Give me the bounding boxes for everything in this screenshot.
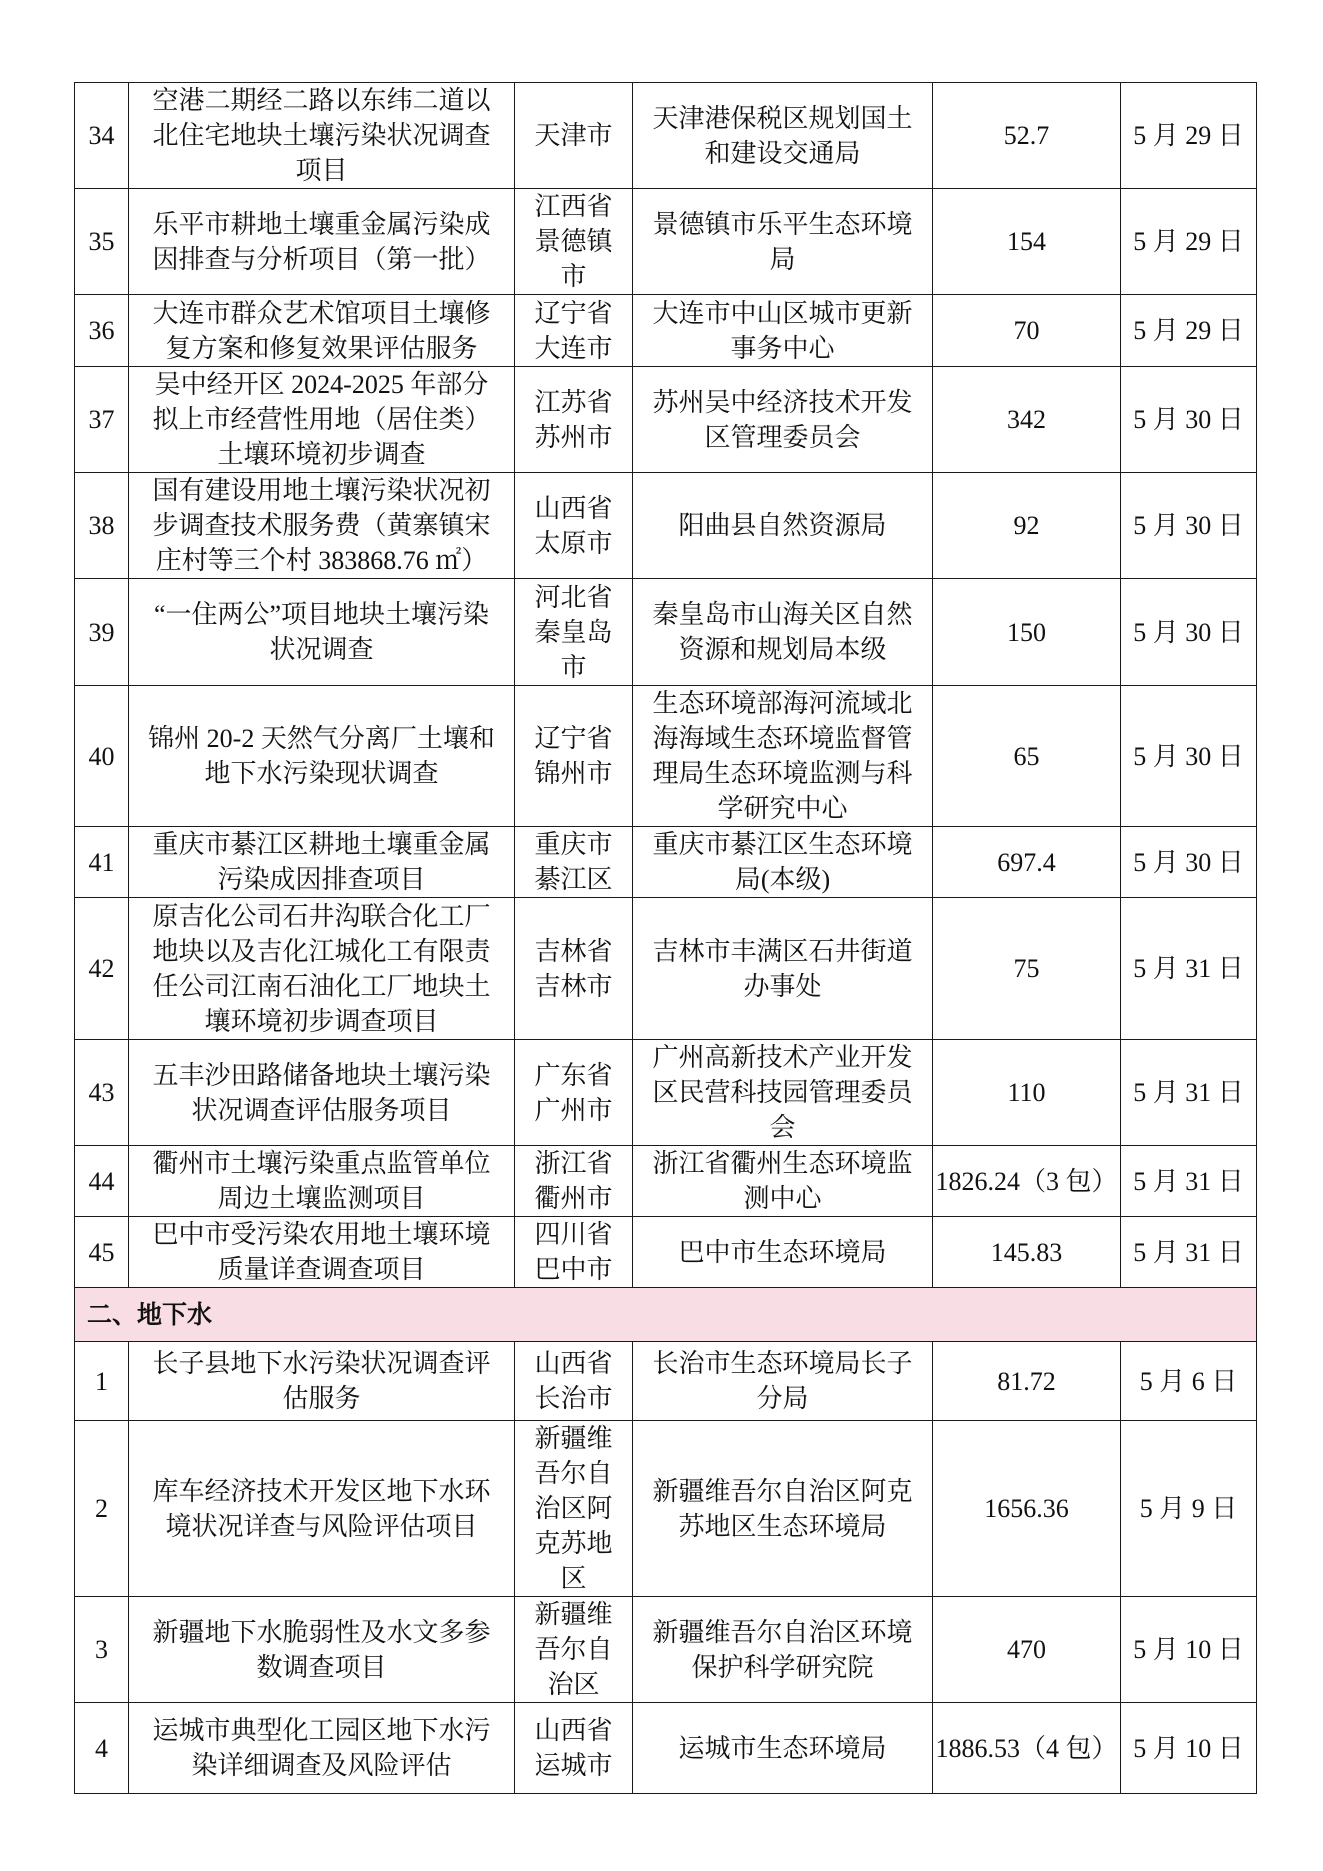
cell-amount [933, 898, 1121, 1040]
text-line: 65 [1013, 741, 1040, 771]
cell-project-name [129, 1597, 515, 1703]
text-line: 1 [95, 1366, 108, 1396]
text-line: 浙江省衢州生态环境监 [652, 1149, 913, 1178]
text-line: 470 [1007, 1635, 1046, 1664]
text-line: 大连市中山区城市更新 [652, 298, 913, 328]
cell-project-name [129, 295, 515, 367]
text-line: 长治市生态环境局长子 [652, 1349, 913, 1378]
cell-no [75, 827, 129, 898]
text-line: 巴中市受污染农用地土壤环境 [152, 1220, 491, 1249]
text-line: 新疆维吾尔自治区环境 [652, 1617, 913, 1647]
cell-amount [933, 827, 1121, 898]
cell-unit [633, 473, 933, 579]
cell-unit [633, 1146, 933, 1217]
text-line: 长子县地下水污染状况调查评 [152, 1349, 491, 1378]
cell-region [515, 579, 633, 686]
project-table [74, 82, 1257, 1794]
text-line: 1886.53（4 包） [935, 1733, 1118, 1763]
text-line: 市 [560, 262, 587, 291]
text-line: 项目 [295, 156, 348, 185]
text-line: 辽宁省 [534, 298, 613, 328]
text-line: 山西省 [534, 1349, 613, 1378]
text-line: 辽宁省 [534, 724, 613, 753]
cell-amount [933, 579, 1121, 686]
text-line: 保护科学研究院 [691, 1652, 874, 1682]
text-line: 任公司江南石油化工厂地块土 [152, 971, 491, 1001]
cell-no [75, 1217, 129, 1288]
text-line: 新疆维 [534, 1424, 613, 1453]
text-line: 质量详查调查项目 [217, 1255, 426, 1284]
text-line: 北住宅地块土壤污染状况调查 [152, 121, 491, 150]
text-line: 75 [1013, 954, 1040, 983]
text-line: 39 [88, 617, 115, 647]
table-row [75, 1146, 1257, 1217]
cell-region [515, 1597, 633, 1703]
text-line: 新疆维吾尔自治区阿克 [652, 1476, 913, 1506]
text-line: 3 [95, 1635, 108, 1664]
cell-date [1121, 1146, 1257, 1217]
cell-project-name [129, 83, 515, 189]
cell-date [1121, 827, 1257, 898]
text-line: 5 月 10 日 [1133, 1635, 1244, 1664]
cell-date [1121, 83, 1257, 189]
cell-project-name [129, 1342, 515, 1421]
cell-region [515, 189, 633, 295]
text-line: 5 月 9 日 [1139, 1494, 1238, 1523]
text-line: 治区 [547, 1670, 600, 1699]
table-row [75, 1597, 1257, 1703]
cell-amount [933, 1421, 1121, 1597]
table-row [75, 827, 1257, 898]
cell-project-name [129, 1146, 515, 1217]
cell-amount [933, 367, 1121, 473]
text-line: 复方案和修复效果评估服务 [165, 333, 478, 363]
text-line: 估服务 [282, 1384, 361, 1413]
text-line: 41 [88, 847, 115, 877]
text-line: 5 月 31 日 [1133, 1166, 1244, 1196]
cell-amount [933, 1342, 1121, 1421]
cell-amount [933, 189, 1121, 295]
text-line: 土壤环境初步调查 [217, 440, 426, 469]
cell-unit [633, 83, 933, 189]
cell-amount [933, 295, 1121, 367]
text-line: 5 月 30 日 [1133, 617, 1244, 647]
text-line: 苏地区生态环境局 [678, 1511, 887, 1541]
text-line: 事务中心 [730, 333, 835, 363]
text-line: 学研究中心 [717, 794, 848, 823]
cell-unit [633, 1342, 933, 1421]
section-title: 二、地下水 [75, 1288, 1257, 1342]
cell-project-name [129, 686, 515, 827]
text-line: 四川省 [534, 1220, 613, 1249]
cell-no [75, 1146, 129, 1217]
text-line: 和建设交通局 [704, 138, 861, 168]
cell-no [75, 1597, 129, 1703]
cell-project-name [129, 367, 515, 473]
cell-unit [633, 1217, 933, 1288]
cell-date [1121, 1703, 1257, 1794]
text-line: 壤环境初步调查项目 [204, 1006, 439, 1036]
text-line: 山西省 [534, 1716, 613, 1745]
text-line: 5 月 30 日 [1133, 741, 1244, 771]
text-line: 分局 [756, 1384, 809, 1413]
cell-region [515, 83, 633, 189]
cell-region [515, 898, 633, 1040]
text-line: 河北省 [534, 582, 613, 612]
cell-date [1121, 1342, 1257, 1421]
text-line: 办事处 [743, 971, 822, 1001]
text-line: 状况调查 [269, 635, 374, 664]
table-row [75, 686, 1257, 827]
text-line: 5 月 30 日 [1133, 847, 1244, 877]
text-line: 长治市 [534, 1384, 613, 1413]
cell-no [75, 1703, 129, 1794]
text-line: 52.7 [1003, 121, 1050, 150]
text-line: 1656.36 [984, 1494, 1069, 1523]
cell-unit [633, 1703, 933, 1794]
text-line: 拟上市经营性用地（居住类） [152, 405, 491, 434]
text-line: 42 [88, 954, 115, 983]
cell-date [1121, 367, 1257, 473]
text-line: 145.83 [990, 1237, 1063, 1267]
text-line: “一住两公”项目地块土壤污染 [153, 600, 490, 629]
table-row [75, 189, 1257, 295]
text-line: 治区阿 [534, 1494, 613, 1523]
text-line: 新疆维 [534, 1600, 613, 1629]
text-line: 测中心 [743, 1184, 822, 1213]
text-line: 秦皇岛 [534, 617, 613, 647]
table-row [75, 83, 1257, 189]
text-line: 局 [769, 244, 796, 274]
cell-region [515, 1217, 633, 1288]
text-line: 阳曲县自然资源局 [678, 511, 887, 540]
text-line: 37 [88, 405, 115, 434]
text-line: 广东省 [534, 1060, 613, 1090]
text-line: 2 [95, 1494, 108, 1523]
cell-region [515, 1703, 633, 1794]
cell-unit [633, 827, 933, 898]
cell-no [75, 295, 129, 367]
text-line: 会 [769, 1113, 796, 1142]
cell-date [1121, 295, 1257, 367]
text-line: 150 [1007, 617, 1046, 647]
cell-region [515, 367, 633, 473]
cell-region [515, 827, 633, 898]
table-row [75, 367, 1257, 473]
text-line: 衢州市 [534, 1184, 613, 1213]
text-line: 綦江区 [534, 865, 613, 894]
cell-no [75, 579, 129, 686]
cell-region [515, 1342, 633, 1421]
cell-amount [933, 1146, 1121, 1217]
table-row [75, 898, 1257, 1040]
text-line: 地下水污染现状调查 [204, 759, 439, 788]
cell-region [515, 473, 633, 579]
text-line: 克苏地 [534, 1529, 613, 1558]
text-line: 太原市 [534, 528, 613, 558]
text-line: 江苏省 [534, 387, 613, 417]
text-line: 吾尔自 [534, 1635, 613, 1664]
cell-date [1121, 579, 1257, 686]
text-line: 原吉化公司石井沟联合化工厂 [152, 901, 491, 931]
text-line: 43 [88, 1078, 115, 1107]
text-line: 巴中市生态环境局 [678, 1237, 887, 1267]
table-row [75, 295, 1257, 367]
cell-date [1121, 898, 1257, 1040]
text-line: 重庆市 [534, 830, 613, 859]
text-line: 吴中经开区 2024-2025 年部分 [154, 370, 489, 399]
text-line: 国有建设用地土壤污染状况初 [152, 476, 491, 505]
text-line: 锦州市 [534, 759, 613, 788]
cell-project-name [129, 579, 515, 686]
text-line: 衢州市土壤污染重点监管单位 [152, 1149, 491, 1178]
text-line: 局(本级) [734, 865, 831, 894]
cell-date [1121, 189, 1257, 295]
cell-no [75, 898, 129, 1040]
cell-region [515, 1146, 633, 1217]
text-line: 天津市 [534, 121, 613, 150]
text-line: 5 月 31 日 [1133, 1237, 1244, 1267]
section-header-row [75, 1288, 1257, 1342]
cell-unit [633, 367, 933, 473]
text-line: 山西省 [534, 493, 613, 523]
text-line: 5 月 29 日 [1133, 227, 1244, 256]
cell-date [1121, 1217, 1257, 1288]
cell-unit [633, 686, 933, 827]
cell-unit [633, 1421, 933, 1597]
cell-no [75, 367, 129, 473]
table-row [75, 1703, 1257, 1794]
text-line: 吉林市丰满区石井街道 [652, 936, 913, 966]
cell-no [75, 473, 129, 579]
text-line: 海海域生态环境监督管 [652, 724, 913, 753]
cell-no [75, 1421, 129, 1597]
text-line: 庄村等三个村 383868.76 ㎡） [155, 546, 488, 575]
text-line: 理局生态环境监测与科 [652, 759, 913, 788]
cell-date [1121, 1040, 1257, 1146]
cell-unit [633, 295, 933, 367]
cell-date [1121, 1421, 1257, 1597]
text-line: 景德镇 [534, 227, 613, 256]
text-line: 5 月 31 日 [1133, 954, 1244, 983]
text-line: 天津港保税区规划国土 [652, 103, 913, 133]
text-line: 154 [1007, 227, 1046, 256]
text-line: 状况调查评估服务项目 [191, 1095, 452, 1125]
text-line: 36 [88, 316, 115, 345]
text-line: 4 [95, 1733, 108, 1763]
text-line: 境状况详查与风险评估项目 [165, 1511, 478, 1541]
text-line: 大连市 [534, 333, 613, 363]
text-line: 空港二期经二路以东纬二道以 [152, 86, 491, 115]
text-line: 生态环境部海河流域北 [652, 689, 913, 718]
text-line: 乐平市耕地土壤重金属污染成 [152, 209, 491, 239]
text-line: 5 月 10 日 [1133, 1733, 1244, 1763]
text-line: 景德镇市乐平生态环境 [652, 209, 913, 239]
text-line: 运城市 [534, 1751, 613, 1780]
text-line: 区民营科技园管理委员 [652, 1078, 913, 1107]
text-line: 大连市群众艺术馆项目土壤修 [152, 298, 491, 328]
text-line: 区 [560, 1564, 587, 1593]
cell-amount [933, 686, 1121, 827]
table-row [75, 579, 1257, 686]
text-line: 吉林省 [534, 936, 613, 966]
cell-region [515, 295, 633, 367]
text-line: 广州高新技术产业开发 [652, 1043, 913, 1072]
cell-amount [933, 83, 1121, 189]
cell-project-name [129, 189, 515, 295]
cell-amount [933, 1217, 1121, 1288]
text-line: 广州市 [534, 1095, 613, 1125]
table-body [75, 83, 1257, 1794]
table-row [75, 1342, 1257, 1421]
cell-date [1121, 1597, 1257, 1703]
text-line: 地块以及吉化江城化工有限责 [152, 936, 491, 966]
cell-unit [633, 1597, 933, 1703]
text-line: 5 月 31 日 [1133, 1078, 1244, 1107]
cell-no [75, 189, 129, 295]
text-line: 5 月 30 日 [1133, 511, 1244, 540]
cell-project-name [129, 1040, 515, 1146]
table-row [75, 473, 1257, 579]
cell-region [515, 1040, 633, 1146]
text-line: 吉林市 [534, 971, 613, 1001]
text-line: 市 [560, 652, 587, 682]
text-line: 浙江省 [534, 1149, 613, 1178]
text-line: 342 [1007, 405, 1046, 434]
cell-region [515, 1421, 633, 1597]
text-line: 70 [1013, 316, 1040, 345]
cell-unit [633, 1040, 933, 1146]
cell-unit [633, 189, 933, 295]
cell-project-name [129, 1421, 515, 1597]
text-line: 资源和规划局本级 [678, 635, 887, 664]
text-line: 步调查技术服务费（黄寨镇宋 [152, 511, 491, 540]
text-line: 锦州 20-2 天然气分离厂土壤和 [148, 724, 495, 753]
text-line: 苏州市 [534, 422, 613, 452]
text-line: 染详细调查及风险评估 [191, 1751, 452, 1780]
cell-unit [633, 898, 933, 1040]
text-line: 库车经济技术开发区地下水环 [152, 1476, 491, 1506]
cell-project-name [129, 827, 515, 898]
text-line: 81.72 [997, 1366, 1056, 1396]
text-line: 江西省 [534, 192, 613, 221]
text-line: 5 月 29 日 [1133, 121, 1244, 150]
cell-no [75, 83, 129, 189]
text-line: 苏州吴中经济技术开发 [652, 387, 913, 417]
text-line: 吾尔自 [534, 1459, 613, 1488]
text-line: 五丰沙田路储备地块土壤污染 [152, 1060, 491, 1090]
text-line: 110 [1007, 1078, 1046, 1107]
cell-project-name [129, 1217, 515, 1288]
cell-amount [933, 1040, 1121, 1146]
text-line: 5 月 6 日 [1139, 1366, 1238, 1396]
text-line: 45 [88, 1237, 115, 1267]
text-line: 污染成因排查项目 [217, 865, 426, 894]
cell-region [515, 686, 633, 827]
text-line: 新疆地下水脆弱性及水文多参 [152, 1617, 491, 1647]
cell-no [75, 1342, 129, 1421]
table-row [75, 1217, 1257, 1288]
table-row [75, 1040, 1257, 1146]
text-line: 运城市典型化工园区地下水污 [152, 1716, 491, 1745]
text-line: 秦皇岛市山海关区自然 [652, 600, 913, 629]
text-line: 5 月 30 日 [1133, 405, 1244, 434]
cell-unit [633, 579, 933, 686]
text-line: 1826.24（3 包） [935, 1166, 1118, 1196]
text-line: 重庆市綦江区耕地土壤重金属 [152, 830, 491, 859]
cell-no [75, 686, 129, 827]
text-line: 40 [88, 741, 115, 771]
cell-amount [933, 473, 1121, 579]
text-line: 38 [88, 511, 115, 540]
text-line: 92 [1013, 511, 1040, 540]
cell-project-name [129, 1703, 515, 1794]
text-line: 周边土壤监测项目 [217, 1184, 426, 1213]
cell-amount [933, 1703, 1121, 1794]
text-line: 35 [88, 227, 115, 256]
cell-date [1121, 686, 1257, 827]
text-line: 34 [88, 121, 115, 150]
text-line: 区管理委员会 [704, 422, 861, 452]
text-line: 因排查与分析项目（第一批） [152, 244, 491, 274]
text-line: 运城市生态环境局 [678, 1733, 887, 1763]
cell-no [75, 1040, 129, 1146]
cell-project-name [129, 898, 515, 1040]
text-line: 重庆市綦江区生态环境 [652, 830, 913, 859]
text-line: 巴中市 [534, 1255, 613, 1284]
text-line: 5 月 29 日 [1133, 316, 1244, 345]
cell-amount [933, 1597, 1121, 1703]
text-line: 44 [88, 1166, 115, 1196]
table-row [75, 1421, 1257, 1597]
text-line: 697.4 [997, 847, 1056, 877]
text-line: 数调查项目 [256, 1652, 387, 1682]
cell-date [1121, 473, 1257, 579]
cell-project-name [129, 473, 515, 579]
